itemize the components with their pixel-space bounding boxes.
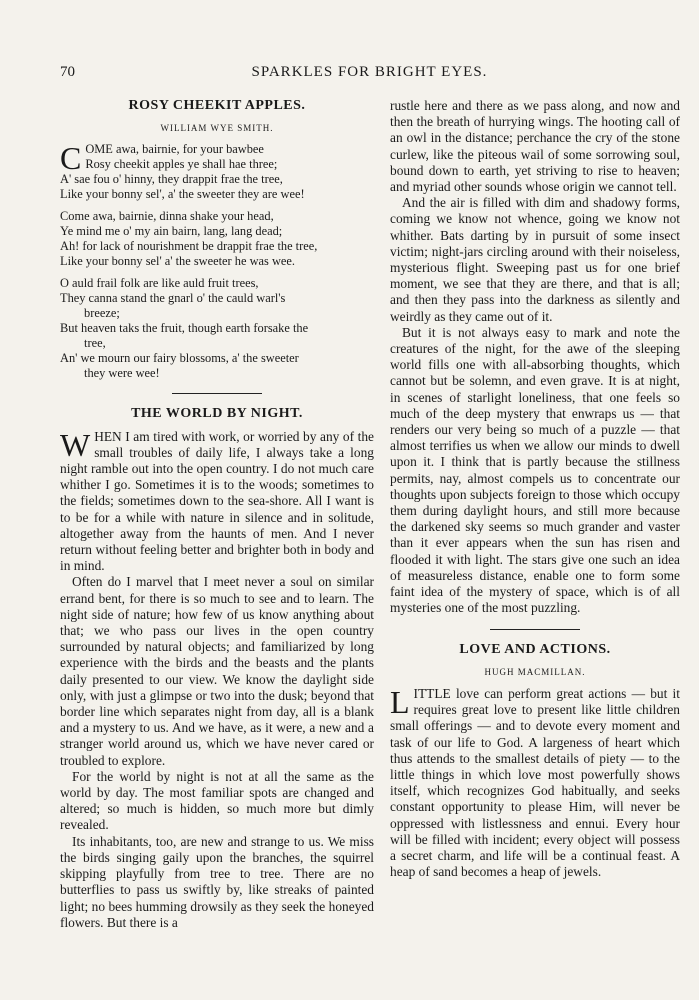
poem-line: OME awa, bairnie, for your bawbee: [85, 142, 264, 157]
essay-paragraph: Often do I marvel that I meet never a soul on similar errand bent, for there is so much to see and to learn. The night side of nature; how few of us know anything about that; we who pass our lives in the open country surrounded by natural objects; and familiarized by long experience with the birds and the beasts and the plants daily presented to our view. We know the daylight side only, with just a glimpse or two into the dusk; beyond that border line which separates night from day, all is a blank and a mystery to us. And we have, as it were, a new and a stranger world around us, which we have never cared or troubled to explore.: [60, 574, 374, 768]
poem-line: breeze;: [84, 306, 120, 321]
poem-line: An' we mourn our fairy blossoms, a' the sweeter: [60, 351, 299, 366]
poem-stanza-1: [60, 142, 374, 202]
essay-paragraph-continued: rustle here and there as we pass along, and now and then the breath of hurrying wings. The hooting call of an owl in the distance; perchance the cry of the stone curlew, like the piteous wail of some sorrowing soul, bound down to earth, yet striving to rise to heaven; and myriad other sounds whose origin we cannot tell.: [390, 98, 680, 195]
poem-line: A' sae fou o' hinny, they drappit frae the tree,: [60, 172, 283, 187]
running-title: SPARKLES FOR BRIGHT EYES.: [251, 64, 488, 80]
poem-line: tree,: [84, 336, 106, 351]
essay-paragraph: LITTLE love can perform great actions — but it requires great love to present like little children small offerings — and to devote every moment and task of our life to God. A largeness of heart which thus attends to the smallest details of piety — to the little things in which love most powerfully shows itself, which recognizes God habitually, and seeks constant opportunity to please Him, will never be oppressed with listlessness and ennui. Every hour will be filled with incident; every object will possess a secret charm, and life will be a continual feast. A heap of sand becomes a heap of jewels.: [390, 683, 680, 880]
poem-line: But heaven taks the fruit, though earth forsake the: [60, 321, 309, 336]
right-column: [390, 98, 680, 880]
poem-line: Like your bonny sel' a' the sweeter he was wee.: [60, 254, 295, 269]
section-divider: [172, 393, 262, 394]
section-divider: [490, 629, 580, 630]
poem-drop-cap: C: [60, 140, 82, 177]
left-column: [60, 98, 374, 931]
essay-title: THE WORLD BY NIGHT.: [131, 406, 303, 422]
essay-author: HUGH MACMILLAN.: [484, 666, 586, 677]
essay-title: LOVE AND ACTIONS.: [459, 641, 611, 657]
poem-line: Rosy cheekit apples ye shall hae three;: [85, 157, 278, 172]
poem-line: Come awa, bairnie, dinna shake your head,: [60, 209, 274, 224]
poem-line: They canna stand the gnarl o' the cauld warl's: [60, 291, 286, 306]
poem-author: WILLIAM WYE SMITH.: [160, 123, 274, 134]
essay-drop-cap: L: [390, 683, 410, 720]
page-number: 70: [60, 64, 75, 80]
poem-line: Like your bonny sel', a' the sweeter they are wee!: [60, 187, 305, 202]
poem-stanza-2: [60, 209, 374, 269]
essay-paragraph: For the world by night is not at all the same as the world by day. The most familiar spots are changed and altered; so much is hidden, so much more but dimly revealed.: [60, 768, 374, 833]
essay-drop-cap: W: [60, 426, 91, 463]
essay-paragraph: Its inhabitants, too, are new and strange to us. We miss the birds singing gaily upon the branches, the squirrel skipping playfully from tree to tree. There are no butterflies to pass us swiftly by, like streaks of painted light; no bees humming drowsily as they seek the honeyed flowers. But there is a: [60, 833, 374, 930]
poem-line: Ye mind me o' my ain bairn, lang, lang dead;: [60, 224, 283, 239]
essay-paragraph: But it is not always easy to mark and note the creatures of the night, for the awe of the sleeping world fills one with all-absorbing thoughts, which cannot but be solemn, and even grave. It is at night, in scenes of starlight loneliness, that one feels so much of the deep mystery that enwraps us — that renders our very being so much of a puzzle — that almost terrifies us when we allow our minds to dwell upon it. I think that is partly because the stillness permits, nay, almost compels us to concentrate our thoughts upon subjects foreign to those which occupy them during daylight hours, and still more because the darkened sky seems so much grander and vaster than it ever appears when the sun has risen and flooded it with light. The stars give one such an idea of measureless distance, enable one to form some faint idea of the mystery of space, which is of all mysteries one of the most puzzling.: [390, 324, 680, 616]
poem-title: ROSY CHEEKIT APPLES.: [128, 98, 306, 113]
essay-paragraph: WHEN I am tired with work, or worried by any of the small troubles of daily life, I always take a long night ramble out into the open country. I do not much care whither I go. Sometimes it is to the woods; sometimes to the fields; sometimes down to the sea-shore. All I want is to be for a while with nature in silence and in solitude, altogether away from the haunts of men. And I never return without feeling better and brighter both in body and in mind.: [60, 426, 374, 574]
poem-line: they were wee!: [84, 366, 160, 381]
poem-line: Ah! for lack of nourishment be drappit frae the tree,: [60, 239, 318, 254]
essay-paragraph: And the air is filled with dim and shadowy forms, coming we know not whence, going we know not whither. Bats darting by in pursuit of some insect victim; night-jars circling around with their noiseless, mysterious flight. Sweeping past us for one brief moment, we see that they are there, and that is all; and then they pass into the darkness as silently and weirdly as they came out of it.: [390, 195, 680, 324]
poem-stanza-3: [60, 276, 374, 381]
poem-line: O auld frail folk are like auld fruit trees,: [60, 276, 259, 291]
